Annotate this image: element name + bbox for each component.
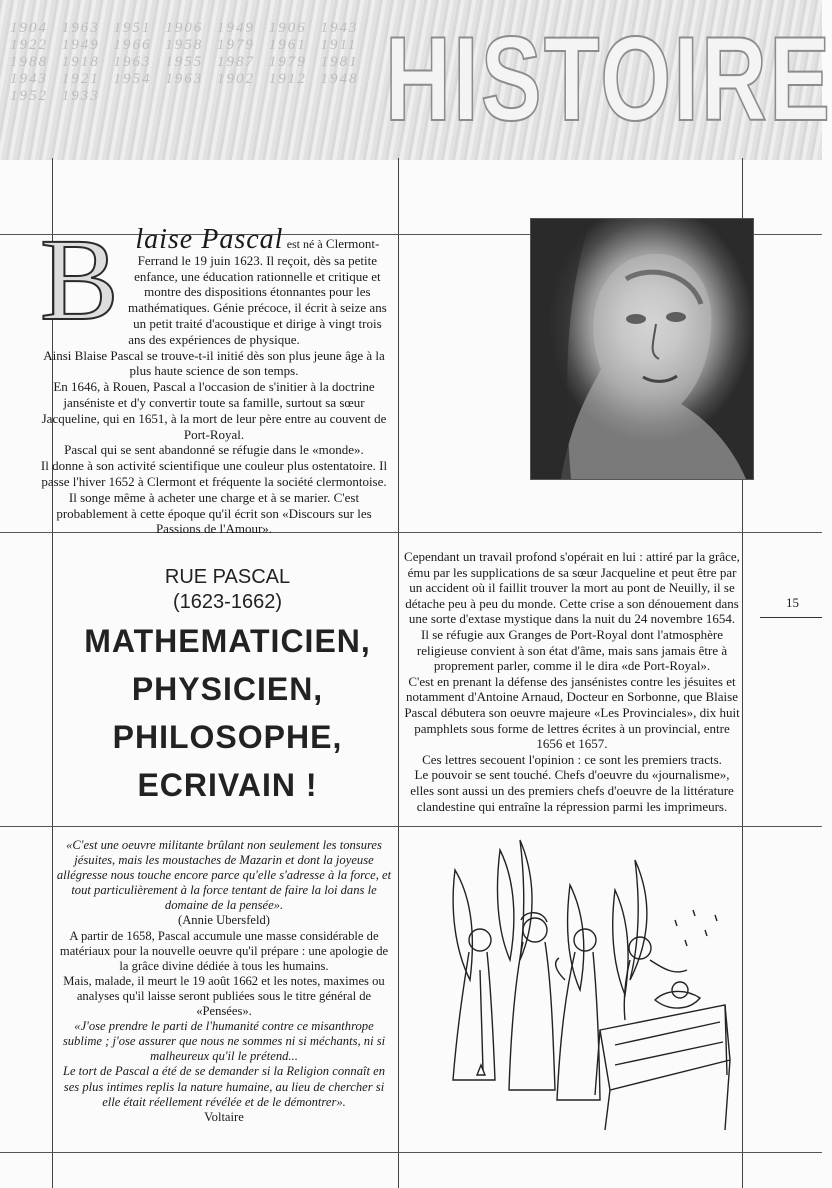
life-years: (1623-1662) bbox=[173, 591, 282, 613]
quote-author: Voltaire bbox=[204, 1109, 244, 1124]
intro-article bbox=[38, 214, 390, 537]
body-paragraph: Mais, malade, il meurt le 19 août 1662 et les notes, maximes ou analyses qu'il laisse seront publiées sous le titre général de «Pensées». bbox=[63, 973, 385, 1019]
header-background-numbers: 1904 1963 1951 1906 1949 1906 1943 1922 1949 1966 1958 1979 1961 1911 1988 1918 1963 1955 1987 1979 1981 1943 1921 1954 1963 1902 1912 1948 1952 1933 bbox=[10, 20, 359, 104]
pascal-portrait bbox=[530, 218, 754, 480]
body-paragraph: Ces lettres secouent l'opinion : ce sont les premiers tracts. bbox=[422, 751, 722, 767]
headline-line: PHILOSOPHE, bbox=[112, 719, 343, 755]
page-number-rule bbox=[760, 617, 822, 618]
intro-paragraph: Pascal qui se sent abandonné se réfugie dans le «monde». bbox=[64, 442, 364, 458]
intro-paragraph: Ainsi Blaise Pascal se trouve-t-il initié dès son plus jeune âge à la plus haute science de son temps. bbox=[43, 347, 385, 379]
grid-line bbox=[0, 826, 822, 827]
headline-line: ECRIVAIN ! bbox=[137, 767, 318, 803]
grid-line bbox=[0, 1152, 822, 1153]
body-paragraph: C'est en prenant la défense des jansénistes contre les jésuites et notamment d'Antoine Arnaud, Docteur en Sorbonne, que Blaise Pascal débutera son oeuvre majeure «Les Provinciales», dix huit pamphlets sous forme de lettres écrites à un provincial, entre 1656 et 1657. bbox=[404, 673, 740, 752]
illustration-drawing bbox=[425, 830, 735, 1140]
body-paragraph: Cependant un travail profond s'opérait en lui : attiré par la grâce, ému par les supplications de sa sœur Jacqueline et peut être par un accident où il faillit trouver la mort au pont de Neuilly, il se détache peu à peu du monde. Cette crise a son dénouement dans une sorte d'extase mystique dans la nuit du 24 novembre 1654. Il se réfugie aux Granges de Port-Royal dont l'atmosphère religieuse convient à son état d'âme, mais sans jamais être à proprement parler, comme il le dira «de Port-Royal». bbox=[404, 549, 740, 674]
grid-line bbox=[398, 158, 399, 1188]
quote: «J'ose prendre le parti de l'humanité contre ce misanthrope sublime ; j'ose assurer que nous ne sommes ni si méchants, ni si malheureux qu'il le prétend... bbox=[62, 1019, 386, 1064]
rue-pascal-block bbox=[60, 565, 395, 803]
body-paragraph: Le pouvoir se sent touché. Chefs d'oeuvre du «journalisme», elles sont aussi un des premiers chefs d'oeuvre de la littérature clandestine qui entraîne la répression parmi les imprimeurs. bbox=[410, 767, 734, 814]
right-column-text bbox=[404, 549, 740, 814]
intro-paragraph: Il donne à son activité scientifique une couleur plus ostentatoire. Il passe l'hiver 1652 à Clermont et fréquente la société clermontoise. Il songe même à acheter une charge et à se marier. C'est probablement à cette époque qu'il écrit son «Discours sur les Passions de l'Amour». bbox=[40, 458, 388, 537]
quote: «C'est une oeuvre militante brûlant non seulement les tonsures jésuites, mais les moustaches de Mazarin et dont la joyeuse allégresse nous touche encore parce qu'elle s'adresse à la force, et tout particulièrement à la force tentant de faire la loi dans le domaine de la pensée». bbox=[56, 838, 392, 913]
headline-line: PHYSICIEN, bbox=[131, 671, 324, 707]
page-number: 15 bbox=[786, 595, 799, 610]
angels-manger-illustration bbox=[425, 830, 735, 1140]
bottom-column-text bbox=[56, 838, 392, 1128]
headline-line: MATHEMATICIEN, bbox=[84, 623, 371, 659]
header-band bbox=[0, 0, 832, 160]
drop-cap: B bbox=[40, 214, 119, 345]
street-name: RUE PASCAL bbox=[164, 566, 291, 588]
portrait-face bbox=[531, 219, 753, 479]
grid-line bbox=[0, 532, 822, 533]
intro-paragraph: En 1646, à Rouen, Pascal a l'occasion de s'initier à la doctrine janséniste et d'y convertir toute sa famille, surtout sa sœur Jacqueline, qui en 1651, à la mort de leur père entre au couvent de Port-Royal. bbox=[41, 379, 387, 442]
intro-paragraph: Clermont-Ferrand le 19 juin 1623. Il reçoit, dès sa petite enfance, une éducation rationnelle et critique et montre des dispositions étonnantes pour les mathématiques. Génie précoce, il écrit à seize ans un petit traité d'acoustique et dirige à vingt trois ans des expériences de physique. bbox=[127, 236, 387, 347]
section-title: HISTOIRE bbox=[385, 12, 832, 146]
body-paragraph: A partir de 1658, Pascal accumule une masse considérable de matériaux pour la nouvelle oeuvre qu'il prépare : une apologie de la grâce divine dédiée à tous les humains. bbox=[59, 928, 389, 973]
quote: Le tort de Pascal a été de se demander si la Religion connaît en ses plus intimes replis la nature humaine, au lieu de chercher si elle était réellement révélée et de le démontrer». bbox=[62, 1064, 386, 1109]
intro-name: laise Pascal bbox=[135, 224, 284, 255]
intro-first-words: est né à bbox=[286, 237, 323, 251]
quote-author: (Annie Ubersfeld) bbox=[178, 913, 270, 928]
